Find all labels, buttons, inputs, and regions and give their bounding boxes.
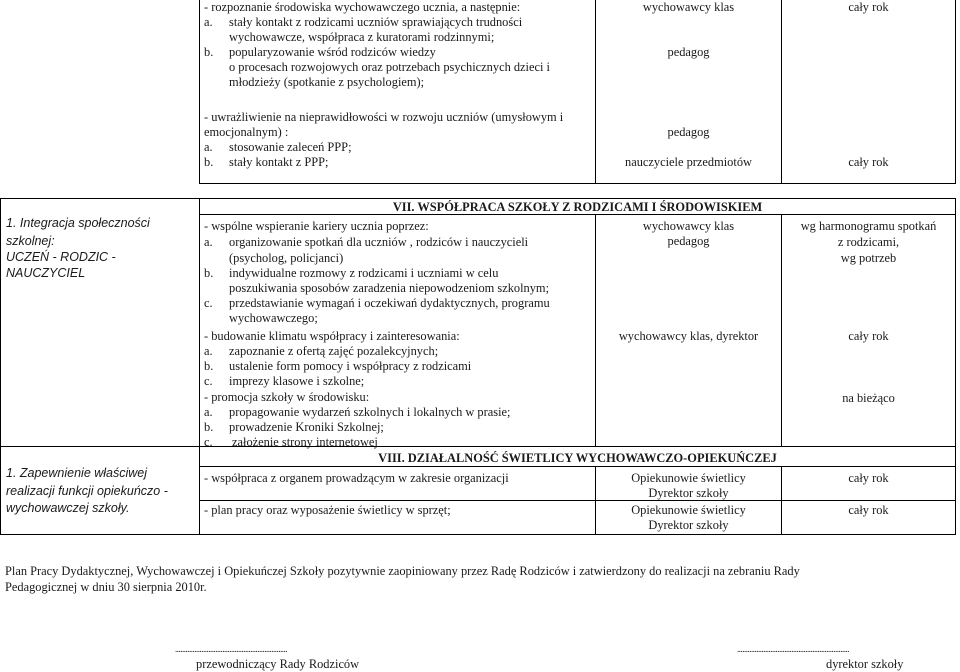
signature-label-left: przewodniczący Rady Rodziców bbox=[196, 657, 360, 671]
s7-area-2: UCZEŃ - RODZIC - bbox=[6, 250, 116, 264]
s7-term-2: wg potrzeb bbox=[840, 251, 897, 265]
s7-area-1: szkolnej: bbox=[6, 234, 55, 248]
s7-term-0: wg harmonogramu spotkań bbox=[800, 219, 937, 233]
s8-area-1: realizacji funkcji opiekuńczo - bbox=[6, 484, 168, 498]
s8-row1-resp2: Dyrektor szkoły bbox=[648, 518, 729, 532]
top-marker-a2: a. bbox=[204, 140, 213, 154]
s8-row0-text: - współpraca z organem prowadzącym w zakresie organizacji bbox=[204, 471, 509, 485]
s7-line-12: zapoznanie z ofertą zajęć pozalekcyjnych; bbox=[229, 344, 439, 358]
s7-marker-a2: a. bbox=[204, 344, 213, 358]
s-border-right bbox=[955, 198, 956, 534]
s7-line-5: indywidualne rozmowy z rodzicami i uczniami w celu bbox=[229, 266, 499, 280]
s7-line-2: organizowanie spotkań dla uczniów , rodziców i nauczycieli bbox=[229, 235, 529, 249]
s7-term-3: cały rok bbox=[848, 329, 889, 343]
s8-row1-term: cały rok bbox=[848, 503, 889, 517]
s-border-col1 bbox=[199, 198, 200, 534]
s8-row1-text: - plan pracy oraz wyposażenie świetlicy w sprzęt; bbox=[204, 503, 451, 517]
top-line-9: emocjonalnym) : bbox=[204, 125, 289, 139]
s7-border-bottom bbox=[0, 446, 956, 447]
s7-marker-b2: b. bbox=[204, 359, 214, 373]
section8-heading: VIII. DZIAŁALNOŚĆ ŚWIETLICY WYCHOWAWCZO-OPIEKUŃCZEJ bbox=[378, 451, 777, 465]
top-line-7: młodzieży (spotkanie z psychologiem); bbox=[229, 75, 425, 89]
top-marker-b: b. bbox=[204, 45, 214, 59]
s7-line-6: poszukiwania sposobów zaradzenia niepowodzeniom szkolnym; bbox=[229, 281, 550, 295]
s7-marker-c2: c. bbox=[204, 374, 213, 388]
top-border-right bbox=[955, 0, 956, 183]
top-line-8: - uwrażliwienie na nieprawidłowości w rozwoju uczniów (umysłowym i bbox=[204, 110, 564, 124]
s7-line-8: przedstawianie wymagań i oczekiwań dydaktycznych, programu bbox=[229, 296, 550, 310]
s7-line-16: imprezy klasowe i szkolne; bbox=[229, 374, 365, 388]
s7-line-21: prowadzenie Kroniki Szkolnej; bbox=[229, 420, 384, 434]
top-line-0: - rozpoznanie środowiska wychowawczego ucznia, a następnie: bbox=[204, 0, 521, 14]
s7-line-9: wychowawczego; bbox=[229, 311, 318, 325]
s7-marker-c3: c. bbox=[204, 435, 213, 449]
s7-line-17: - promocja szkoły w środowisku: bbox=[204, 390, 370, 404]
top-term-0: cały rok bbox=[848, 0, 889, 14]
s7-area-0: 1. Integracja społeczności bbox=[6, 216, 150, 230]
s8-row1-border bbox=[199, 500, 956, 501]
s7-term-1: z rodzicami, bbox=[837, 235, 900, 249]
top-marker-b2: b. bbox=[204, 155, 214, 169]
footer-approval-line2: Pedagogicznej w dniu 30 sierpnia 2010r. bbox=[5, 580, 207, 594]
s7-line-14: ustalenie form pomocy i współpracy z rodzicami bbox=[229, 359, 472, 373]
top-line-3: wychowawcze, współpraca z kuratorami rodzinnymi; bbox=[229, 30, 495, 44]
s7-line-0: - wspólne wspieranie kariery ucznia poprzez: bbox=[204, 219, 429, 233]
top-border-col1 bbox=[199, 0, 200, 183]
top-term-1: cały rok bbox=[848, 155, 889, 169]
signature-label-right: dyrektor szkoły bbox=[826, 657, 904, 671]
top-resp-1: pedagog bbox=[667, 45, 710, 59]
s7-marker-c: c. bbox=[204, 296, 213, 310]
s7-border-top bbox=[0, 198, 956, 199]
s7-resp-1: pedagog bbox=[667, 234, 710, 248]
s8-row0-resp2: Dyrektor szkoły bbox=[648, 486, 729, 500]
top-line-6: o procesach rozwojowych oraz potrzebach psychicznych dzieci i bbox=[229, 60, 550, 74]
top-border-bottom bbox=[199, 183, 956, 184]
section7-heading: VII. WSPÓŁPRACA SZKOŁY Z RODZICAMI I ŚRODOWISKIEM bbox=[392, 200, 763, 214]
top-line-5: popularyzowanie wśród rodziców wiedzy bbox=[229, 45, 436, 59]
s8-row0-term: cały rok bbox=[848, 471, 889, 485]
top-line-2: stały kontakt z rodzicami uczniów sprawiających trudności bbox=[229, 15, 523, 29]
s7-term-4: na bieżąco bbox=[842, 391, 895, 405]
signature-dots-left: ................................................................ bbox=[175, 644, 287, 654]
s8-heading-border bbox=[199, 466, 956, 467]
s7-marker-a3: a. bbox=[204, 405, 213, 419]
top-resp-2: pedagog bbox=[667, 125, 710, 139]
signature-dots-right: ................................................................ bbox=[737, 644, 849, 654]
s7-marker-b: b. bbox=[204, 266, 214, 280]
s-border-left bbox=[0, 198, 1, 534]
s7-marker-a: a. bbox=[204, 235, 213, 249]
s8-border-bottom bbox=[0, 534, 956, 535]
s7-line-19: propagowanie wydarzeń szkolnych i lokalnych w prasie; bbox=[229, 405, 511, 419]
top-resp-0: wychowawcy klas bbox=[642, 0, 735, 14]
footer-approval-line1: Plan Pracy Dydaktycznej, Wychowawczej i Opiekuńczej Szkoły pozytywnie zaopiniowany przez Radę Rodziców i zatwierdzony do realizacji na zebraniu Rady bbox=[5, 564, 800, 578]
top-resp-3: nauczyciele przedmiotów bbox=[625, 155, 752, 169]
s7-resp-0: wychowawcy klas bbox=[642, 219, 735, 233]
s7-line-3: (psycholog, policjanci) bbox=[229, 251, 344, 265]
s7-resp-2: wychowawcy klas, dyrektor bbox=[618, 329, 759, 343]
s7-marker-b3: b. bbox=[204, 420, 214, 434]
s7-line-23: założenie strony internetowej bbox=[232, 435, 378, 449]
s8-area-2: wychowawczej szkoły. bbox=[6, 501, 130, 515]
s7-area-3: NAUCZYCIEL bbox=[6, 266, 86, 280]
top-line-13: stały kontakt z PPP; bbox=[229, 155, 329, 169]
top-line-11: stosowanie zaleceń PPP; bbox=[229, 140, 352, 154]
s8-area-0: 1. Zapewnienie właściwej bbox=[6, 466, 148, 480]
s8-row1-resp1: Opiekunowie świetlicy bbox=[631, 503, 746, 517]
top-marker-a: a. bbox=[204, 15, 213, 29]
s8-row0-resp1: Opiekunowie świetlicy bbox=[631, 471, 746, 485]
s7-line-10: - budowanie klimatu współpracy i zainteresowania: bbox=[204, 329, 460, 343]
